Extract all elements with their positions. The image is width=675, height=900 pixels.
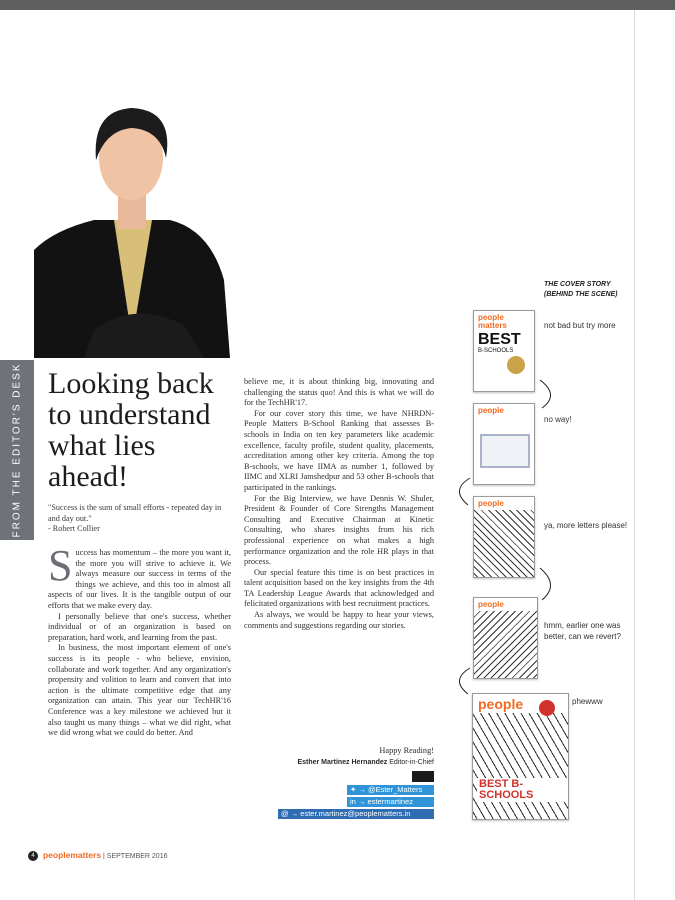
- twitter-icon: ✦: [350, 785, 357, 794]
- note-2: no way!: [544, 415, 572, 424]
- footer-brand: [43, 850, 101, 860]
- cover-subtitle: B-SCHOOLS: [478, 348, 514, 354]
- linkedin-handle: → estermartinez: [357, 797, 413, 806]
- cover-logo: people matters: [478, 313, 507, 330]
- quote-author: - Robert Collier: [48, 524, 100, 533]
- article-column-2: [244, 377, 434, 631]
- paragraph: believe me, it is about thinking big, innovating and challenging the status quo! And this is what we will do for the TechHR'17.: [244, 377, 434, 408]
- cover-logo: people: [474, 598, 537, 611]
- twitter-link[interactable]: [347, 785, 434, 795]
- quote-text: "Success is the sum of small efforts - repeated day in and day out.": [48, 503, 222, 523]
- cover-logo: people: [474, 497, 534, 510]
- email-link[interactable]: [278, 809, 434, 819]
- paragraph-text: uccess has momentum – the more you want it, the more you will strive to achieve it. We always measure our success in terms of the things we achieve, and this too in almost all aspects of our lives. It is the tangible output of our efforts that we make every day.: [48, 548, 231, 610]
- paragraph: For the Big Interview, we have Dennis W. Shuler, President & Founder of Core Strengths Management Consulting and Executive Chairman at Kinetic Consulting, who shares insights from his rich professional experience on what makes a high performance organization and the role HR plays in that process.: [244, 493, 434, 567]
- brand-matters: matters: [70, 850, 102, 860]
- cover-best: [477, 778, 568, 802]
- paragraph: Our special feature this time is on best practices in talent acquisition based on the key insights from the 4th TA Leadership League Awards that acknowledged and felicitated organizations with best recruitment practices.: [244, 567, 434, 609]
- article-column-1: [48, 541, 231, 739]
- note-4: hmm, earlier one was better, can we revert?: [544, 621, 621, 641]
- cover-best: BEST: [478, 331, 521, 348]
- linkedin-icon: in: [350, 797, 356, 806]
- issue-date: SEPTEMBER 2016: [106, 853, 168, 860]
- paragraph: In business, the most important element of one's success is its people - who believe, envision, collaborate and work together. And any organization's propensity and volition to learn and convert that into action is the ultimate competitive edge that any organization can attain. This year our TechHR'16 Conference was a key milestone we achieved but it also taught us many things – what we did right, what we did wrong what we could do better. And: [48, 643, 231, 738]
- email-address: → ester.martinez@peoplematters.in: [290, 809, 411, 818]
- twitter-handle: → @Ester_Matters: [358, 785, 423, 794]
- flow-arrows: [440, 300, 600, 720]
- signature-badge: [412, 771, 434, 782]
- page-number: 4: [28, 851, 38, 861]
- opening-quote: [48, 503, 233, 535]
- headline: Looking back to understand what lies ahead!: [48, 367, 214, 493]
- cover-sub-text: B-SCHOOLS: [479, 778, 534, 801]
- email-icon: @: [281, 809, 289, 818]
- cover-best-text: BEST: [479, 778, 509, 790]
- note-3: ya, more letters please!: [544, 521, 628, 530]
- section-label: FROM THE EDITOR'S DESK: [11, 362, 23, 538]
- cover-logo: people: [473, 694, 568, 713]
- top-bar: [0, 0, 675, 10]
- paragraph: For our cover story this time, we have NHRDN-People Matters B-School Ranking that assesses B-schools in India on ten key parameters like academic excellence, faculty profile, student quality, placements, accreditation among other key criteria. Among the top B-schools, we have IIMA as number 1, followed by IIMC and XLRI Jamshedpur and 53 other B-schools that participated in the rankings.: [244, 408, 434, 492]
- editor-role: Editor-in-Chief: [389, 759, 434, 766]
- note-5: phewww: [572, 697, 603, 706]
- editor-portrait: [34, 100, 230, 358]
- brand-people: people: [42, 850, 71, 860]
- paragraph: As always, we would be happy to hear your views, comments and suggestions regarding our stories.: [244, 610, 434, 630]
- section-tab: [0, 360, 34, 540]
- signoff: Happy Reading!: [379, 746, 434, 755]
- cover-story-title: THE COVER STORY (BEHIND THE SCENE): [544, 281, 618, 298]
- cover-logo: people: [478, 406, 504, 415]
- page-gutter: [634, 10, 675, 900]
- drop-cap: S: [48, 541, 73, 590]
- note-1: not bad but try more: [544, 321, 616, 330]
- editor-credit: [244, 759, 434, 766]
- paragraph: [48, 541, 231, 612]
- page-footer: [28, 850, 168, 861]
- divider: |: [103, 853, 107, 860]
- editor-name: Esther Martínez Hernandez: [297, 759, 388, 766]
- linkedin-link[interactable]: [347, 797, 434, 807]
- paragraph: I personally believe that one's success, whether individual or of an organization is based on preparation, hard work, and learning from the past.: [48, 611, 231, 642]
